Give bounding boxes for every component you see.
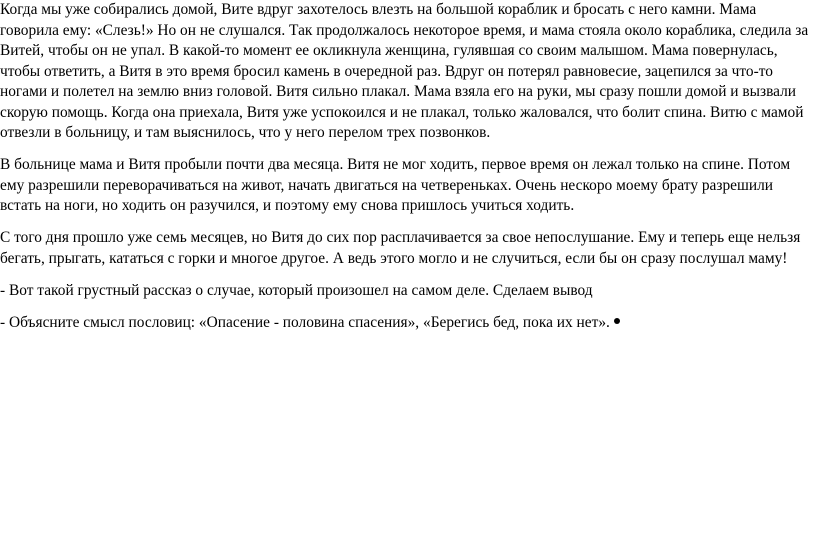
paragraph-proverbs-task [0,313,814,334]
bullet-dot-icon [614,318,620,324]
paragraph-story-hospital: В больнице мама и Витя пробыли почти два месяца. Витя не мог ходить, первое время он лежал только на спине. Потом ему разрешили переворачиваться на живот, начать двигаться на четвереньках. Очень нескоро моему брату разрешили встать на ноги, но ходить он разучился, и поэтому ему снова пришлось учиться ходить. [0,156,791,214]
paragraph-discussion-prompt: - Вот такой грустный рассказ о случае, который произошел на самом деле. Сделаем вывод [0,281,593,299]
proverbs-task-text: - Объясните смысл пословиц: «Опасение - половина спасения», «Берегись бед, пока их нет». [0,313,610,331]
paragraph-story-conclusion: С того дня прошло уже семь месяцев, но Витя до сих пор расплачивается за свое непослушание. Ему и теперь еще нельзя бегать, прыгать, кататься с горки и многое другое. А ведь этого могло и не случиться, если бы он сразу послушал маму! [0,229,801,267]
paragraph-story-accident: Когда мы уже собирались домой, Вите вдруг захотелось влезть на большой кораблик и бросать с него камни. Мама говорила ему: «Слезь!» Но он не слушался. Так продолжалось некоторое время, и мама стояла около кораблика, следила за Витей, чтобы он не упал. В какой-то момент ее окликнула женщина, гулявшая со своим малышом. Мама повернулась, чтобы ответить, а Витя в это время бросил камень в очередной раз. Вдруг он потерял равновесие, зацепился за что-то ногами и полетел на землю вниз головой. Витя сильно плакал. Мама взяла его на руки, мы сразу пошли домой и вызвали скорую помощь. Когда она приехала, Витя уже успокоился и не плакал, только жаловался, что болит спина. Витю с мамой отвезли в больницу, и там выяснилось, что у него перелом трех позвонков. [0,1,809,141]
